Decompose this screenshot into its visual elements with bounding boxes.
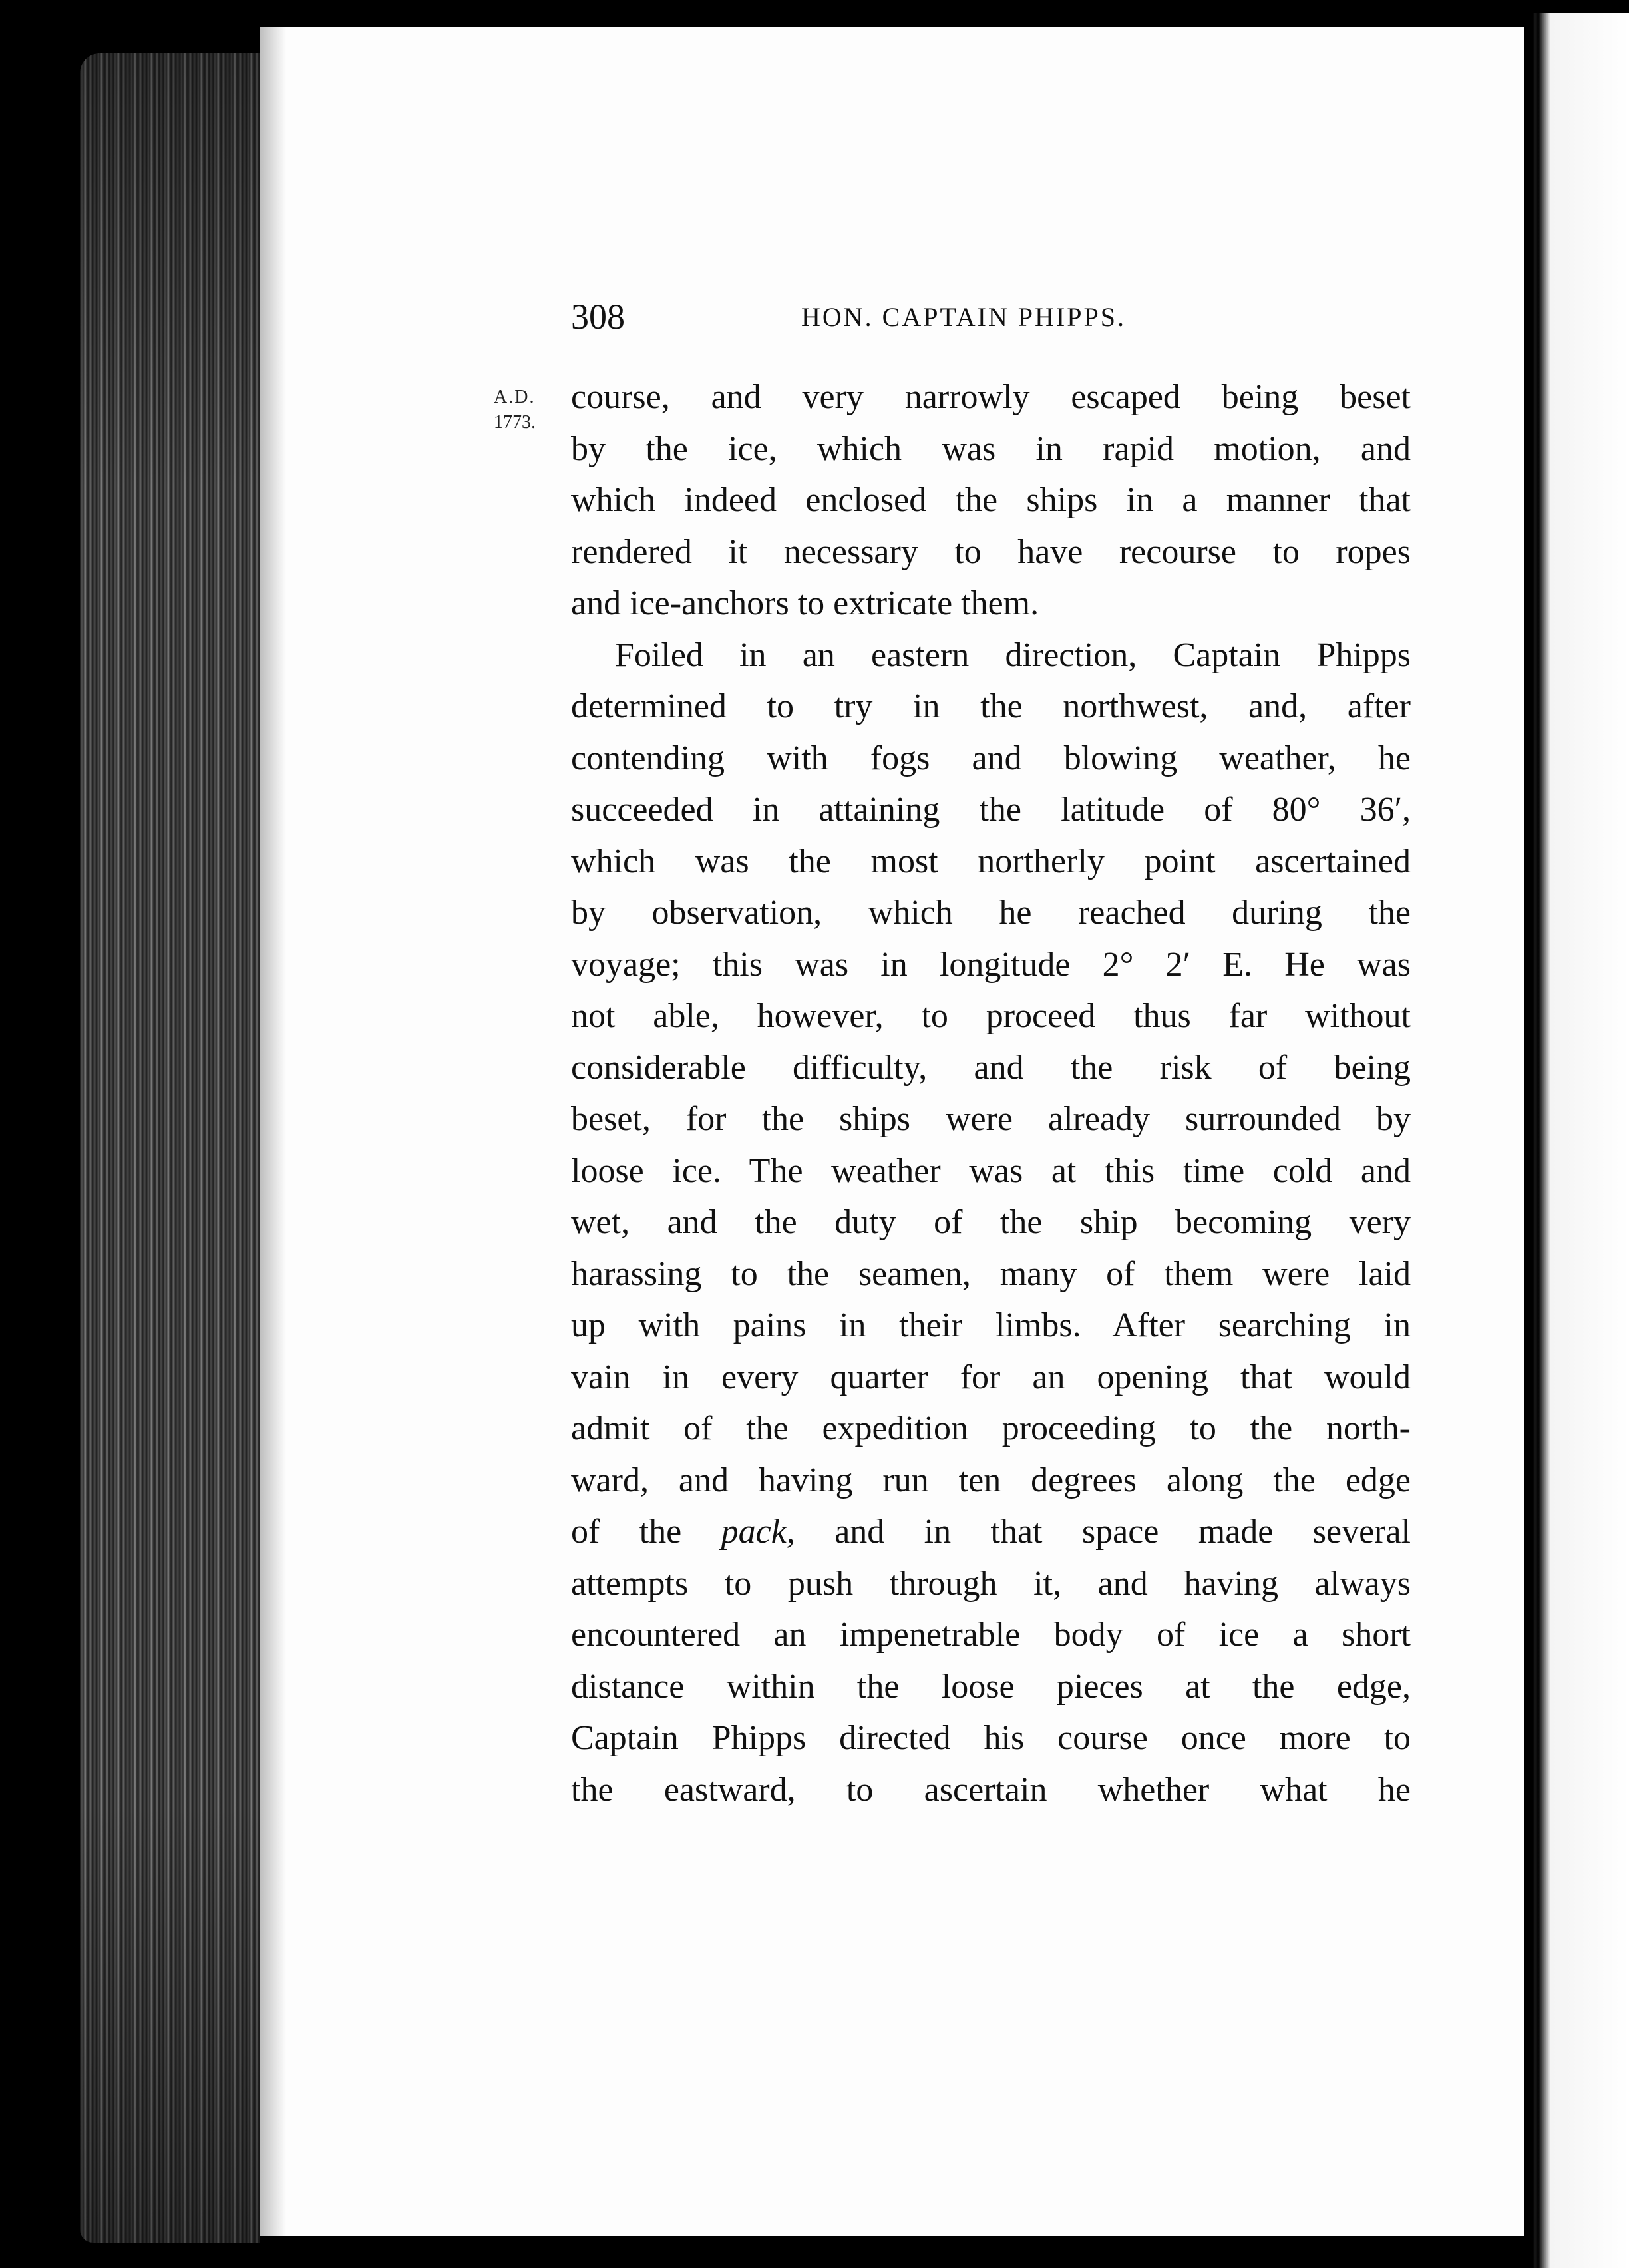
text-line: and ice-anchors to extricate them. xyxy=(571,584,1039,622)
gutter-shadow xyxy=(260,27,286,2236)
text-line: contending with fogs and blowing weather, he xyxy=(571,739,1411,777)
text-line: Captain Phipps directed his course once more to xyxy=(571,1719,1411,1757)
margin-note-era: A.D. xyxy=(494,387,536,407)
text-line-with-italic xyxy=(571,1506,1411,1558)
text-line: not able, however, to proceed thus far without xyxy=(571,997,1411,1035)
text-line: by the ice, which was in rapid motion, and xyxy=(571,429,1411,468)
text-line: encountered an impenetrable body of ice a short xyxy=(571,1616,1411,1654)
text-line: admit of the expedition proceeding to the north- xyxy=(571,1410,1411,1447)
text-line: ward, and having run ten degrees along the edge xyxy=(571,1461,1411,1499)
text-line: determined to try in the northwest, and, after xyxy=(571,687,1411,725)
text-line: which indeed enclosed the ships in a manner that xyxy=(571,481,1411,519)
running-title: HON. CAPTAIN PHIPPS. xyxy=(801,302,1126,332)
next-page-edge xyxy=(1524,13,1629,2268)
page-number: 308 xyxy=(571,297,625,337)
body-text xyxy=(571,371,1411,1815)
text-line: loose ice. The weather was at this time cold and xyxy=(571,1151,1411,1190)
text-line: voyage; this was in longitude 2° 2′ E. He was xyxy=(571,945,1411,984)
text-line: considerable difficulty, and the risk of being xyxy=(571,1048,1411,1087)
italic-word: pack, xyxy=(721,1513,795,1551)
text-fragment: and in that space made several xyxy=(795,1513,1411,1551)
running-header xyxy=(571,296,1405,343)
text-line: harassing to the seamen, many of them were laid xyxy=(571,1254,1411,1293)
text-line: course, and very narrowly escaped being beset xyxy=(571,378,1411,416)
text-line: by observation, which he reached during the xyxy=(571,894,1411,932)
left-page-edges xyxy=(80,53,260,2243)
text-line: attempts to push through it, and having always xyxy=(571,1564,1411,1603)
text-fragment: of the xyxy=(571,1513,721,1551)
text-line: succeeded in attaining the latitude of 80° 36′, xyxy=(571,791,1411,829)
text-line: distance within the loose pieces at the edge, xyxy=(571,1667,1411,1706)
text-line: beset, for the ships were already surrounded by xyxy=(571,1100,1411,1138)
margin-note-year: 1773. xyxy=(494,412,536,433)
text-line: rendered it necessary to have recourse to ropes xyxy=(571,532,1411,571)
text-line: up with pains in their limbs. After searching in xyxy=(571,1306,1411,1344)
text-line: wet, and the duty of the ship becoming very xyxy=(571,1203,1411,1241)
text-line: vain in every quarter for an opening that would xyxy=(571,1358,1411,1396)
text-line: Foiled in an eastern direction, Captain Phipps xyxy=(615,636,1411,674)
text-line: the eastward, to ascertain whether what he xyxy=(571,1770,1411,1809)
margin-note xyxy=(494,385,560,435)
text-line: which was the most northerly point ascertained xyxy=(571,842,1411,880)
